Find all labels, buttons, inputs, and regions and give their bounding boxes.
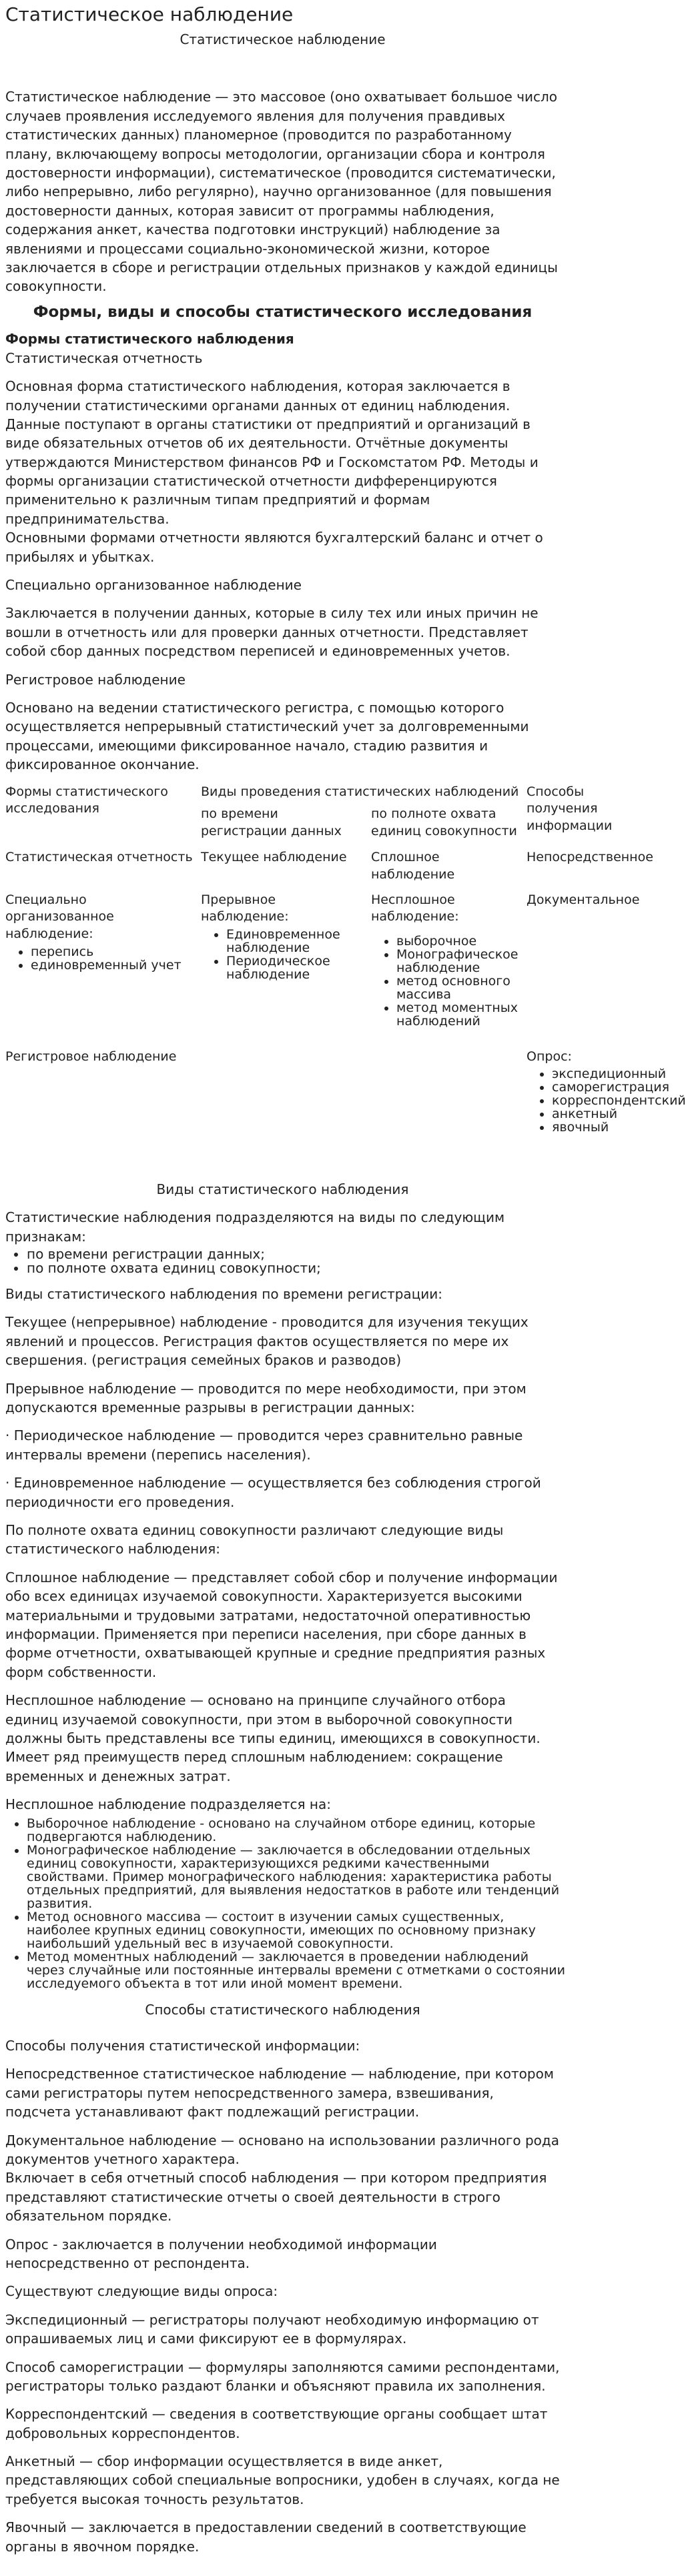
onetime-text: · Единовременное наблюдение — осуществляется без соблюдения строгой периодичности его проведения. [5, 1475, 541, 1510]
list-item: • Периодическое наблюдение [226, 955, 366, 982]
survey-types-heading: Существуют следующие виды опроса: [5, 2283, 278, 2300]
table-header-methods: Способы получения информации [527, 784, 613, 833]
table-header-types-title: Виды проведения статистических наблюдений [201, 784, 519, 799]
direct-text: Непосредственное статистическое наблюдение — наблюдение, при котором сами регистраторы путем непосредственного замера, взвешивания, подсчета устанавливают факт подлежащий регистрации. [5, 2066, 554, 2120]
table-cell [366, 892, 521, 1029]
questionnaire-text: Анкетный — сбор информации осуществляется в виде анкет, представляющих собой специальные вопросники, удобен в случаях, когда не требуется высокая точность результатов. [5, 2453, 560, 2507]
stat-report-label: Статистическая отчетность [5, 350, 203, 366]
list-item: • по времени регистрации данных; [27, 1247, 565, 1261]
types-heading: Виды статистического наблюдения [156, 1181, 409, 1197]
table-cell: Статистическая отчетность [5, 850, 193, 865]
correspondent-text: Корреспондентский — сведения в соответствующие органы сообщает штат добровольных корреспондентов. [5, 2406, 548, 2441]
forms-table-wrapper [0, 784, 686, 1135]
methods-heading: Способы статистического наблюдения [145, 2001, 420, 2018]
list-item: • явочный [552, 1121, 621, 1135]
current-text: Текущее (непрерывное) наблюдение - проводится для изучения текущих явлений и процессов. Регистрация фактов осуществляется по мере их свершения. (регистрация семейных браков и разводов) [5, 1314, 529, 1369]
forms-subheading: Формы статистического наблюдения [5, 331, 294, 348]
list-item: • Выборочное наблюдение - основано на случайном отборе единиц, которые подвергаются наблюдению. [27, 1818, 565, 1844]
list-item: • Единовременное наблюдение [226, 928, 366, 955]
survey-text: Опрос - заключается в получении необходимой информации непосредственно от респондента. [5, 2236, 437, 2271]
periodic-text: · Периодическое наблюдение — проводится через сравнительно равные интервалы времени (перепись населения). [5, 1427, 523, 1463]
list-item: • анкетный [552, 1108, 621, 1121]
noncontinuous-sub-heading: Несплошное наблюдение подразделяется на: [5, 1796, 331, 1813]
interrupted-text: Прерывное наблюдение — проводится по мере необходимости, при этом допускаются временные разрывы в регистрации данных: [5, 1380, 527, 1416]
stat-report-text-2: Основными формами отчетности являются бухгалтерский баланс и отчет о прибылях и убытках. [5, 530, 543, 565]
table-cell: Текущее наблюдение [201, 850, 347, 865]
continuous-text: Сплошное наблюдение — представляет собой сбор и получение информации обо всех единицах изучаемой совокупности. Характеризуется высокими материальными и трудовыми затратами, недостаточной оперативностью информации. Применяется при переписи населения, при сборе данных в форме отчетности, охватывающей крупные и средние предприятия разных форм собственности. [5, 1569, 558, 1680]
table-cell-title: Специально организованное наблюдение: [5, 892, 114, 942]
time-types-heading: Виды статистического наблюдения по времени регистрации: [5, 1286, 443, 1303]
table-cell-title: Опрос: [527, 1049, 572, 1064]
list-item: • саморегистрация [552, 1081, 621, 1095]
list-item: • перепись [31, 946, 196, 959]
special-text: Заключается в получении данных, которые в силу тех или иных причин не вошли в отчетность или для проверки данных отчетности. Представляет собой сбор данных посредством переписей и единовременных учетов. [5, 605, 539, 660]
table-cell: Непосредственное [527, 850, 653, 865]
table-cell-title: Прерывное наблюдение: [201, 892, 289, 924]
list-item: • Метод основного массива — состоит в изучении самых существенных, наиболее крупных единиц совокупности, имеющих по основному признаку наибольший удельный вес в изучаемой совокупности. [27, 1911, 565, 1951]
table-cell: Регистровое наблюдение [5, 1049, 177, 1064]
table-cell [196, 892, 366, 1029]
table-header-by-time: по времени регистрации данных [201, 806, 342, 838]
register-text: Основано на ведении статистического регистра, с помощью которого осуществляется непрерывный статистический учет за долговременными процессами, имеющими фиксированное начало, стадию развития и фиксированное окончание. [5, 699, 529, 773]
types-intro: Статистические наблюдения подразделяются на виды по следующим признакам: [5, 1209, 505, 1245]
self-registration-text: Способ саморегистрации — формуляры заполняются самими респондентами, регистраторы только раздают бланки и объясняют правила их заполнения. [5, 2359, 560, 2394]
methods-intro: Способы получения статистической информации: [5, 2038, 360, 2054]
stat-report-text: Основная форма статистического наблюдения, которая заключается в получении статистическими органами данных от единиц наблюдения. Данные поступают в органы статистики от предприятий и организаций в виде обязательных отчетов об их деятельности. Отчётные документы утверждаются Министерством финансов РФ и Госкомстатом РФ. Методы и формы организации статистической отчетности дифференцируются применительно к различным типам предприятий и формам предпринимательства. [5, 378, 539, 527]
forms-table [0, 784, 686, 1135]
table-cell: Сплошное наблюдение [371, 850, 455, 882]
list-item: • Монографическое наблюдение — заключается в обследовании отдельных единиц совокупности, характеризующихся редкими качественными свойствами. Пример монографического наблюдения: характеристика работы отдельных предприятий, для выявления недостатков в работе или тенденций развития. [27, 1844, 565, 1911]
intro-paragraph: Статистическое наблюдение — это массовое (оно охватывает большое число случаев проявления исследуемого явления для получения правдивых статистических данных) планомерное (проводится по разработанному плану, включающему вопросы методологии, организации сбора и контроля достоверности информации), систематическое (проводится систематически, либо непрерывно, либо регулярно), научно организованное (для повышения достоверности данных, которая зависит от программы наблюдения, содержания анкет, качества подготовки инструкций) наблюдение за явлениями и процессами социально-экономической жизни, которое заключается в сборе и регистрации отдельных признаков у каждой единицы совокупности. [5, 89, 558, 295]
list-item: • выборочное [396, 935, 521, 948]
documentary-text-2: Включает в себя отчетный способ наблюдения — при котором предприятия представляют статистические отчеты о своей деятельности в строго обязательном порядке. [5, 2170, 547, 2224]
list-item: • Монографическое наблюдение [396, 948, 521, 975]
table-cell [521, 1049, 686, 1135]
table-header-by-coverage: по полноте охвата единиц совокупности [371, 806, 517, 838]
expedition-text: Экспедиционный — регистраторы получают необходимую информацию от опрашиваемых лиц и сами фиксируют ее в формулярах. [5, 2311, 539, 2347]
table-header-forms: Формы статистического исследования [5, 784, 168, 816]
page-title: Статистическое наблюдение [5, 3, 294, 25]
noncontinuous-text: Несплошное наблюдение — основано на принципе случайного отбора единиц изучаемой совокупности, при этом в выборочной совокупности должны быть представлены все типы единиц, имеющихся в совокупности. Имеет ряд преимуществ перед сплошным наблюдением: сокращение временных и денежных затрат. [5, 1692, 541, 1784]
list-item: • единовременный учет [31, 959, 196, 973]
list-item: • по полноте охвата единиц совокупности; [27, 1261, 565, 1275]
table-header-types [196, 784, 521, 840]
list-item: • экспедиционный [552, 1068, 621, 1081]
table-cell-title: Несплошное наблюдение: [371, 892, 459, 924]
special-label: Специально организованное наблюдение [5, 577, 302, 594]
table-cell: Документальное [527, 892, 640, 907]
table-cell [0, 892, 196, 1029]
list-item: • Метод моментных наблюдений — заключается в проведении наблюдений через случайные или постоянные интервалы времени с отметками о состоянии исследуемого объекта в тот или иной момент времени. [27, 1951, 565, 1991]
list-item: • корреспондентский [552, 1095, 621, 1108]
list-item: • метод основного массива [396, 975, 521, 1002]
register-label: Регистровое наблюдение [5, 671, 186, 688]
page-subtitle: Статистическое наблюдение [180, 31, 386, 47]
coverage-heading: По полноте охвата единиц совокупности различают следующие виды статистического наблюдения: [5, 1522, 504, 1557]
appearance-text: Явочный — заключается в предоставлении сведений в соответствующие органы в явочном порядке. [5, 2519, 527, 2555]
forms-heading: Формы, виды и способы статистического исследования [33, 303, 533, 321]
list-item: • метод моментных наблюдений [396, 1002, 521, 1029]
documentary-text: Документальное наблюдение — основано на использовании различного рода документов учетного характера. [5, 2132, 559, 2167]
